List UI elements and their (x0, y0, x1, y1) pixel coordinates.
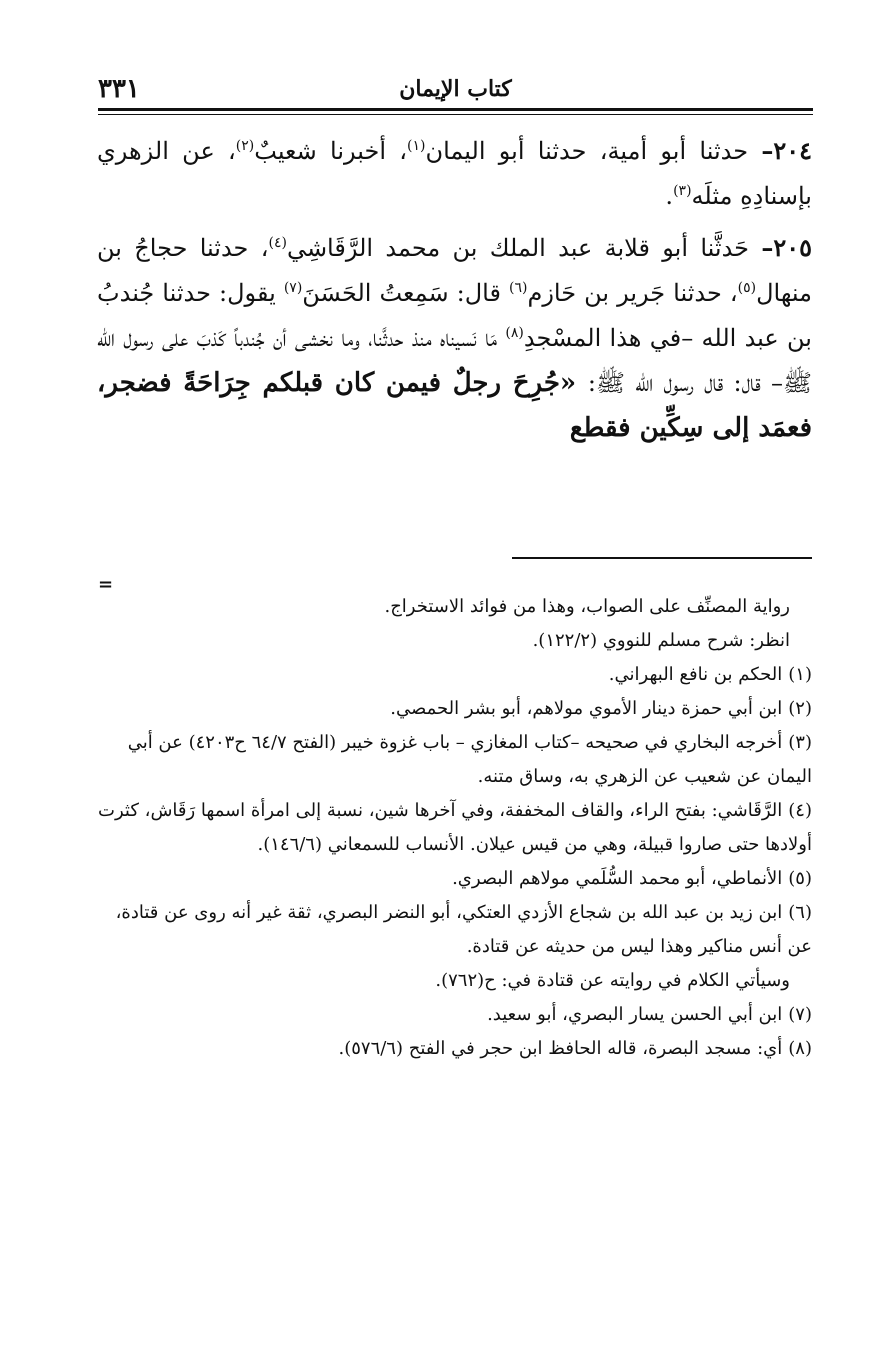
footnote-ref: (٦) (509, 280, 528, 296)
footnote-text: الأنماطي، أبو محمد السُّلَمي مولاهم البصري. (452, 868, 783, 889)
footnote-number: (٦) (788, 902, 812, 923)
footnote-number: (٢) (788, 698, 812, 719)
footnote-number: (١) (788, 664, 812, 685)
footnote-number: (٤) (788, 800, 812, 821)
hadith-text: قال: سَمِعتُ الحَسَنَ (302, 279, 509, 307)
footnote-text: ابن أبي الحسن يسار البصري، أبو سعيد. (487, 1004, 783, 1025)
footnotes (97, 590, 812, 1066)
footnote-number: (٣) (788, 732, 812, 753)
footnote-text: ابن زيد بن عبد الله بن شجاع الأزدي العتكي، أبو النضر البصري، ثقة غير أنه روى عن قتادة، عن أنس مناكير وهذا ليس من حديثه عن قتادة. (115, 902, 812, 957)
hadith-205 (97, 225, 812, 451)
footnote-continuation: انظر: شرح مسلم للنووي (١٢٢/٢). (532, 630, 790, 651)
footnote-ref: (٢) (235, 138, 255, 154)
header-rule-thick (98, 108, 813, 111)
footnote-item (97, 896, 812, 964)
footnote-text: أخرجه البخاري في صحيحه –كتاب المغازي – باب غزوة خيبر (الفتح ٦٤/٧ ح٤٢٠٣) عن أبي اليمان عن شعيب عن الزهري به، وساق متنه. (127, 732, 812, 787)
footnote-list (97, 658, 812, 1066)
footnote-item (97, 998, 812, 1032)
header-rule-thin (98, 114, 813, 115)
footnote-ref: (٤) (268, 235, 287, 251)
footnote-ref: (٨) (505, 325, 524, 341)
hadith-number: ٢٠٤– (761, 136, 813, 165)
footnote-text: وسيأتي الكلام في روايته عن قتادة في: ح(٧٦٢). (435, 970, 790, 991)
footnote-text: الرَّقَاشي: بفتح الراء، والقاف المخففة، وفي آخرها شين، نسبة إلى امرأة اسمها رَقَاش، كثرت أولادها حتى صاروا قبيلة، وهي من قيس عيلان. الأنساب للسمعاني (١٤٦/٦). (98, 800, 812, 855)
footnote-text: ابن أبي حمزة دينار الأموي مولاهم، أبو بشر الحمصي. (390, 698, 783, 719)
running-title: كتاب الإيمان (399, 76, 512, 102)
hadith-text: . (665, 182, 674, 210)
footnote-separator (512, 557, 812, 559)
hadith-text: ، أخبرنا شعيبٌ (254, 137, 408, 165)
footnote-number: (٨) (788, 1038, 812, 1059)
footnote-item (97, 794, 812, 862)
page-number: ٣٣١ (98, 74, 140, 104)
footnote-item (97, 964, 812, 998)
hadith-text: ، حدثنا حجاجُ بن منهال (97, 234, 812, 307)
footnote-ref: (٥) (737, 280, 757, 296)
footnote-number: (٥) (788, 868, 812, 889)
footnote-ref: (٧) (283, 280, 303, 296)
footnote-continuation: رواية المصنِّف على الصواب، وهذا من فوائد الاستخراج. (384, 596, 790, 617)
footnote-item (97, 692, 812, 726)
continuation-mark: = (98, 574, 114, 595)
hadith-text: حَدثَّنا أبو قلابة عبد الملك بن محمد الرَّقَاشِي (286, 234, 762, 262)
main-text (97, 128, 812, 457)
footnote-item (97, 1032, 812, 1066)
hadith-matn-bold: «جُرِحَ رجلٌ فيمن كان قبلكم جِرَاحَةً فضجر، فعمَد إلى سِكِّين فقطع (97, 368, 812, 443)
hadith-204 (97, 128, 812, 219)
hadith-text: ، عن الزهري بإسنادِهِ مثلَه (97, 137, 812, 210)
page-header (98, 72, 813, 110)
footnote-text: الحكم بن نافع البهراني. (608, 664, 783, 685)
footnote-item (97, 726, 812, 794)
hadith-number: ٢٠٥– (761, 233, 812, 262)
hadith-text: حدثنا أبو أمية، حدثنا أبو اليمان (425, 137, 762, 165)
footnote-ref: (٣) (673, 183, 692, 199)
hadith-text: مَا نَسيناه منذ حدثَّنا، وما نخشى أن جُندباً كَذبَ على رسول الله ﷺ– قال: قال رسول الله ﷺ: (97, 324, 812, 397)
footnote-item (97, 658, 812, 692)
footnote-ref: (١) (407, 138, 426, 154)
footnote-number: (٧) (788, 1004, 812, 1025)
footnote-item (97, 862, 812, 896)
hadith-text: ، حدثنا جَرير بن حَازم (527, 279, 738, 307)
hadith-text: يقول: حدثنا جُندبُ بن عبد الله –في هذا المسْجدِ (97, 279, 812, 352)
footnote-text: أي: مسجد البصرة، قاله الحافظ ابن حجر في الفتح (٥٧٦/٦). (338, 1038, 783, 1059)
